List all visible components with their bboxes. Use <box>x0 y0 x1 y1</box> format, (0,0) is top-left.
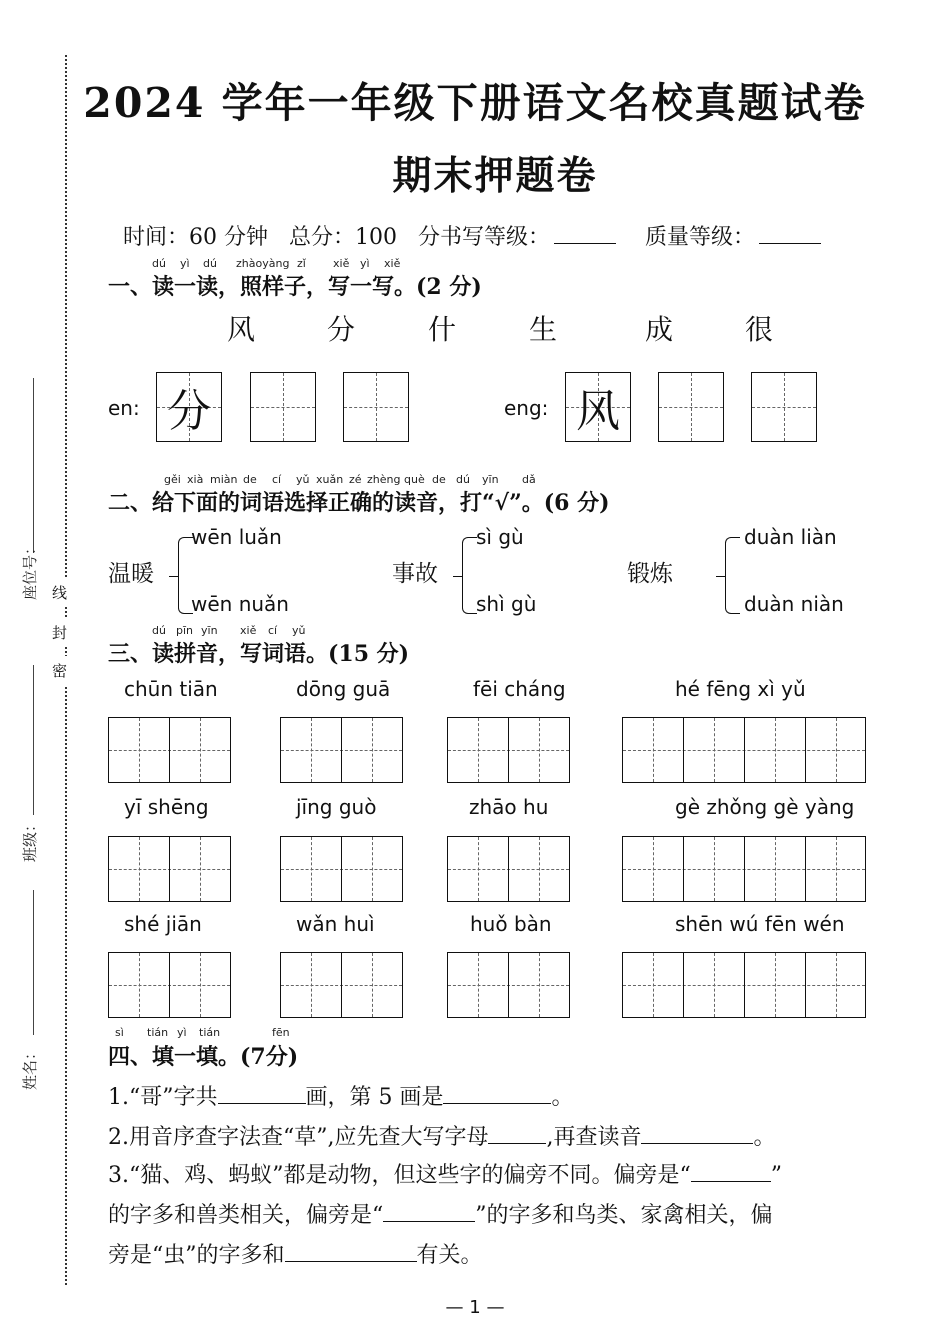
en-label: en: <box>108 396 140 420</box>
s1-char-4: 生 <box>529 313 558 346</box>
en-write-box-2[interactable] <box>343 372 409 442</box>
s3-r3-pinyin-3: huǒ bàn <box>470 912 552 936</box>
s3-r3-grid-4[interactable] <box>622 952 866 1018</box>
s2-brace-3 <box>725 537 740 614</box>
quality-grade-label: 质量等级： <box>644 225 755 250</box>
section3-title: 三、读拼音，写词语。(15 分) <box>108 641 410 667</box>
s1-pinyin-3: dú <box>203 257 217 270</box>
s3-r3-grid-3[interactable] <box>447 952 570 1018</box>
s2-opt-3b[interactable]: duàn niàn <box>744 592 844 616</box>
s2-pinyin-3: miàn <box>210 473 238 486</box>
s3-r1-grid-2[interactable] <box>280 717 403 783</box>
s1-char-1: 风 <box>227 313 256 346</box>
q1-text-c: 。 <box>551 1085 574 1110</box>
eng-write-box-2[interactable] <box>751 372 817 442</box>
s2-pinyin-10: què <box>404 473 425 486</box>
s2-pinyin-1: gěi <box>164 473 181 486</box>
s4-question-3-line3 <box>108 1238 483 1269</box>
writing-grade-label: 分书写等级： <box>417 225 550 250</box>
class-label: 班级： <box>21 816 39 862</box>
q2-blank-1[interactable] <box>488 1123 546 1144</box>
section2-title: 二、给下面的词语选择正确的读音，打“√”。(6 分) <box>108 490 610 516</box>
s1-char-5: 成 <box>645 313 674 346</box>
class-line <box>33 665 34 815</box>
s1-pinyin-4: zhàoyàng <box>236 257 290 270</box>
s2-opt-1b[interactable]: wēn nuǎn <box>191 592 289 616</box>
s3-r3-pinyin-4: shēn wú fēn wén <box>675 912 845 936</box>
s3-r1-grid-4[interactable] <box>622 717 866 783</box>
q1-blank-1[interactable] <box>218 1083 306 1104</box>
s1-pinyin-8: xiě <box>384 257 401 270</box>
q3-blank-2[interactable] <box>383 1201 475 1222</box>
s3-r3-pinyin-1: shé jiān <box>124 912 202 936</box>
s4-pinyin-5: fēn <box>272 1026 290 1039</box>
q3-blank-1[interactable] <box>691 1161 771 1182</box>
eng-label: eng: <box>504 396 549 420</box>
section1-title: 一、读一读，照样子，写一写。(2 分) <box>108 274 482 300</box>
eng-example-char: 风 <box>576 386 620 437</box>
q2-text-c: 。 <box>753 1125 776 1150</box>
s3-r2-grid-4[interactable] <box>622 836 866 902</box>
s2-word-2: 事故 <box>392 561 438 587</box>
s3-r3-grid-2[interactable] <box>280 952 403 1018</box>
s1-pinyin-5: zǐ <box>297 257 306 270</box>
s4-pinyin-2: tián <box>147 1026 169 1039</box>
s4-question-2 <box>108 1120 776 1151</box>
s2-pinyin-2: xià <box>187 473 204 486</box>
s2-word-1: 温暖 <box>108 561 154 587</box>
q3-text-c: 的字多和兽类相关，偏旁是“ <box>108 1203 384 1228</box>
eng-write-box-1[interactable] <box>658 372 724 442</box>
s3-r1-pinyin-3: fēi cháng <box>473 677 566 701</box>
page-number: — 1 — <box>445 1297 505 1318</box>
q1-blank-2[interactable] <box>443 1083 551 1104</box>
s4-pinyin-4: tián <box>199 1026 221 1039</box>
exam-subtitle: 期末押题卷 <box>392 153 598 199</box>
score-label: 总分：100 <box>288 225 397 250</box>
s2-pinyin-7: xuǎn <box>316 473 344 486</box>
q2-blank-2[interactable] <box>641 1123 753 1144</box>
seal-char-2: 封 <box>52 618 67 647</box>
s2-opt-1a[interactable]: wēn luǎn <box>191 525 282 549</box>
q2-text-a: 2.用音序查字法查“草”,应先查大写字母 <box>108 1125 489 1150</box>
s3-r1-grid-1[interactable] <box>108 717 231 783</box>
s2-pinyin-13: yīn <box>482 473 499 486</box>
s3-pinyin-5: cí <box>268 624 278 637</box>
s1-pinyin-6: xiě <box>333 257 350 270</box>
s3-r2-pinyin-2: jīng guò <box>296 795 377 819</box>
s4-question-3-line2 <box>108 1198 773 1229</box>
s1-char-6: 很 <box>745 313 774 346</box>
en-example-box <box>156 372 222 442</box>
s3-pinyin-1: dú <box>152 624 166 637</box>
section4-title: 四、填一填。(7分) <box>108 1044 299 1070</box>
s3-r1-pinyin-2: dōng guā <box>296 677 391 701</box>
s3-r1-grid-3[interactable] <box>447 717 570 783</box>
s4-question-3-line1 <box>108 1158 782 1189</box>
s2-word-3: 锻炼 <box>627 561 673 587</box>
s2-pinyin-8: zé <box>349 473 362 486</box>
s2-pinyin-14: dǎ <box>522 473 536 486</box>
s3-r1-pinyin-1: chūn tiān <box>124 677 218 701</box>
seat-number-line <box>33 378 34 553</box>
q2-text-b: ,再查读音 <box>546 1125 642 1150</box>
q3-text-b: ” <box>770 1163 782 1188</box>
q3-text-a: 3.“猫、鸡、蚂蚁”都是动物，但这些字的偏旁不同。偏旁是“ <box>108 1163 691 1188</box>
name-label: 姓名： <box>21 1044 39 1090</box>
s2-pinyin-9: zhèng <box>367 473 401 486</box>
s1-pinyin-1: dú <box>152 257 166 270</box>
s3-r2-grid-2[interactable] <box>280 836 403 902</box>
name-line <box>33 890 34 1035</box>
eng-example-box <box>565 372 631 442</box>
s3-pinyin-6: yǔ <box>292 624 306 637</box>
s3-r2-pinyin-4: gè zhǒng gè yàng <box>675 795 855 819</box>
s2-opt-2a[interactable]: sì gù <box>476 525 524 549</box>
s3-r2-pinyin-1: yī shēng <box>124 795 209 819</box>
s2-pinyin-11: de <box>432 473 446 486</box>
s2-opt-3a[interactable]: duàn liàn <box>744 525 837 549</box>
q3-blank-3[interactable] <box>285 1241 417 1262</box>
en-write-box-1[interactable] <box>250 372 316 442</box>
s4-question-1 <box>108 1080 574 1111</box>
s2-pinyin-5: cí <box>272 473 282 486</box>
s3-pinyin-3: yīn <box>201 624 218 637</box>
q1-text-a: 1.“哥”字共 <box>108 1085 218 1110</box>
s3-pinyin-4: xiě <box>240 624 257 637</box>
s3-r2-grid-3[interactable] <box>447 836 570 902</box>
s4-pinyin-1: sì <box>115 1026 124 1039</box>
time-label: 时间：60 分钟 <box>123 225 268 250</box>
s1-char-2: 分 <box>327 313 356 346</box>
s2-pinyin-6: yǔ <box>296 473 310 486</box>
seal-char-1: 线 <box>52 578 67 607</box>
q1-text-b: 画，第 5 画是 <box>305 1085 444 1110</box>
s3-r3-grid-1[interactable] <box>108 952 231 1018</box>
s1-char-3: 什 <box>428 313 457 346</box>
seal-char-3: 密 <box>52 656 67 685</box>
s1-pinyin-7: yì <box>360 257 370 270</box>
s2-pinyin-4: de <box>243 473 257 486</box>
s3-r2-pinyin-3: zhāo hu <box>469 795 549 819</box>
en-example-char: 分 <box>167 386 211 437</box>
s3-r2-grid-1[interactable] <box>108 836 231 902</box>
s2-pinyin-12: dú <box>456 473 470 486</box>
s1-pinyin-2: yì <box>180 257 190 270</box>
quality-grade-blank[interactable] <box>759 223 821 244</box>
s2-brace-2 <box>462 537 477 614</box>
seat-number-label: 座位号： <box>21 539 39 600</box>
writing-grade-blank[interactable] <box>554 223 616 244</box>
s3-r1-pinyin-4: hé fēng xì yǔ <box>675 677 806 701</box>
q3-text-d: ”的字多和鸟类、家禽相关，偏 <box>475 1203 773 1228</box>
exam-info <box>123 220 843 251</box>
exam-title: 2024 学年一年级下册语文名校真题试卷 <box>83 79 867 127</box>
s2-opt-2b[interactable]: shì gù <box>476 592 537 616</box>
s3-r3-pinyin-2: wǎn huì <box>296 912 375 936</box>
s3-pinyin-2: pīn <box>176 624 194 637</box>
q3-text-f: 有关。 <box>416 1243 483 1268</box>
s4-pinyin-3: yì <box>177 1026 187 1039</box>
q3-text-e: 旁是“虫”的字多和 <box>108 1243 285 1268</box>
